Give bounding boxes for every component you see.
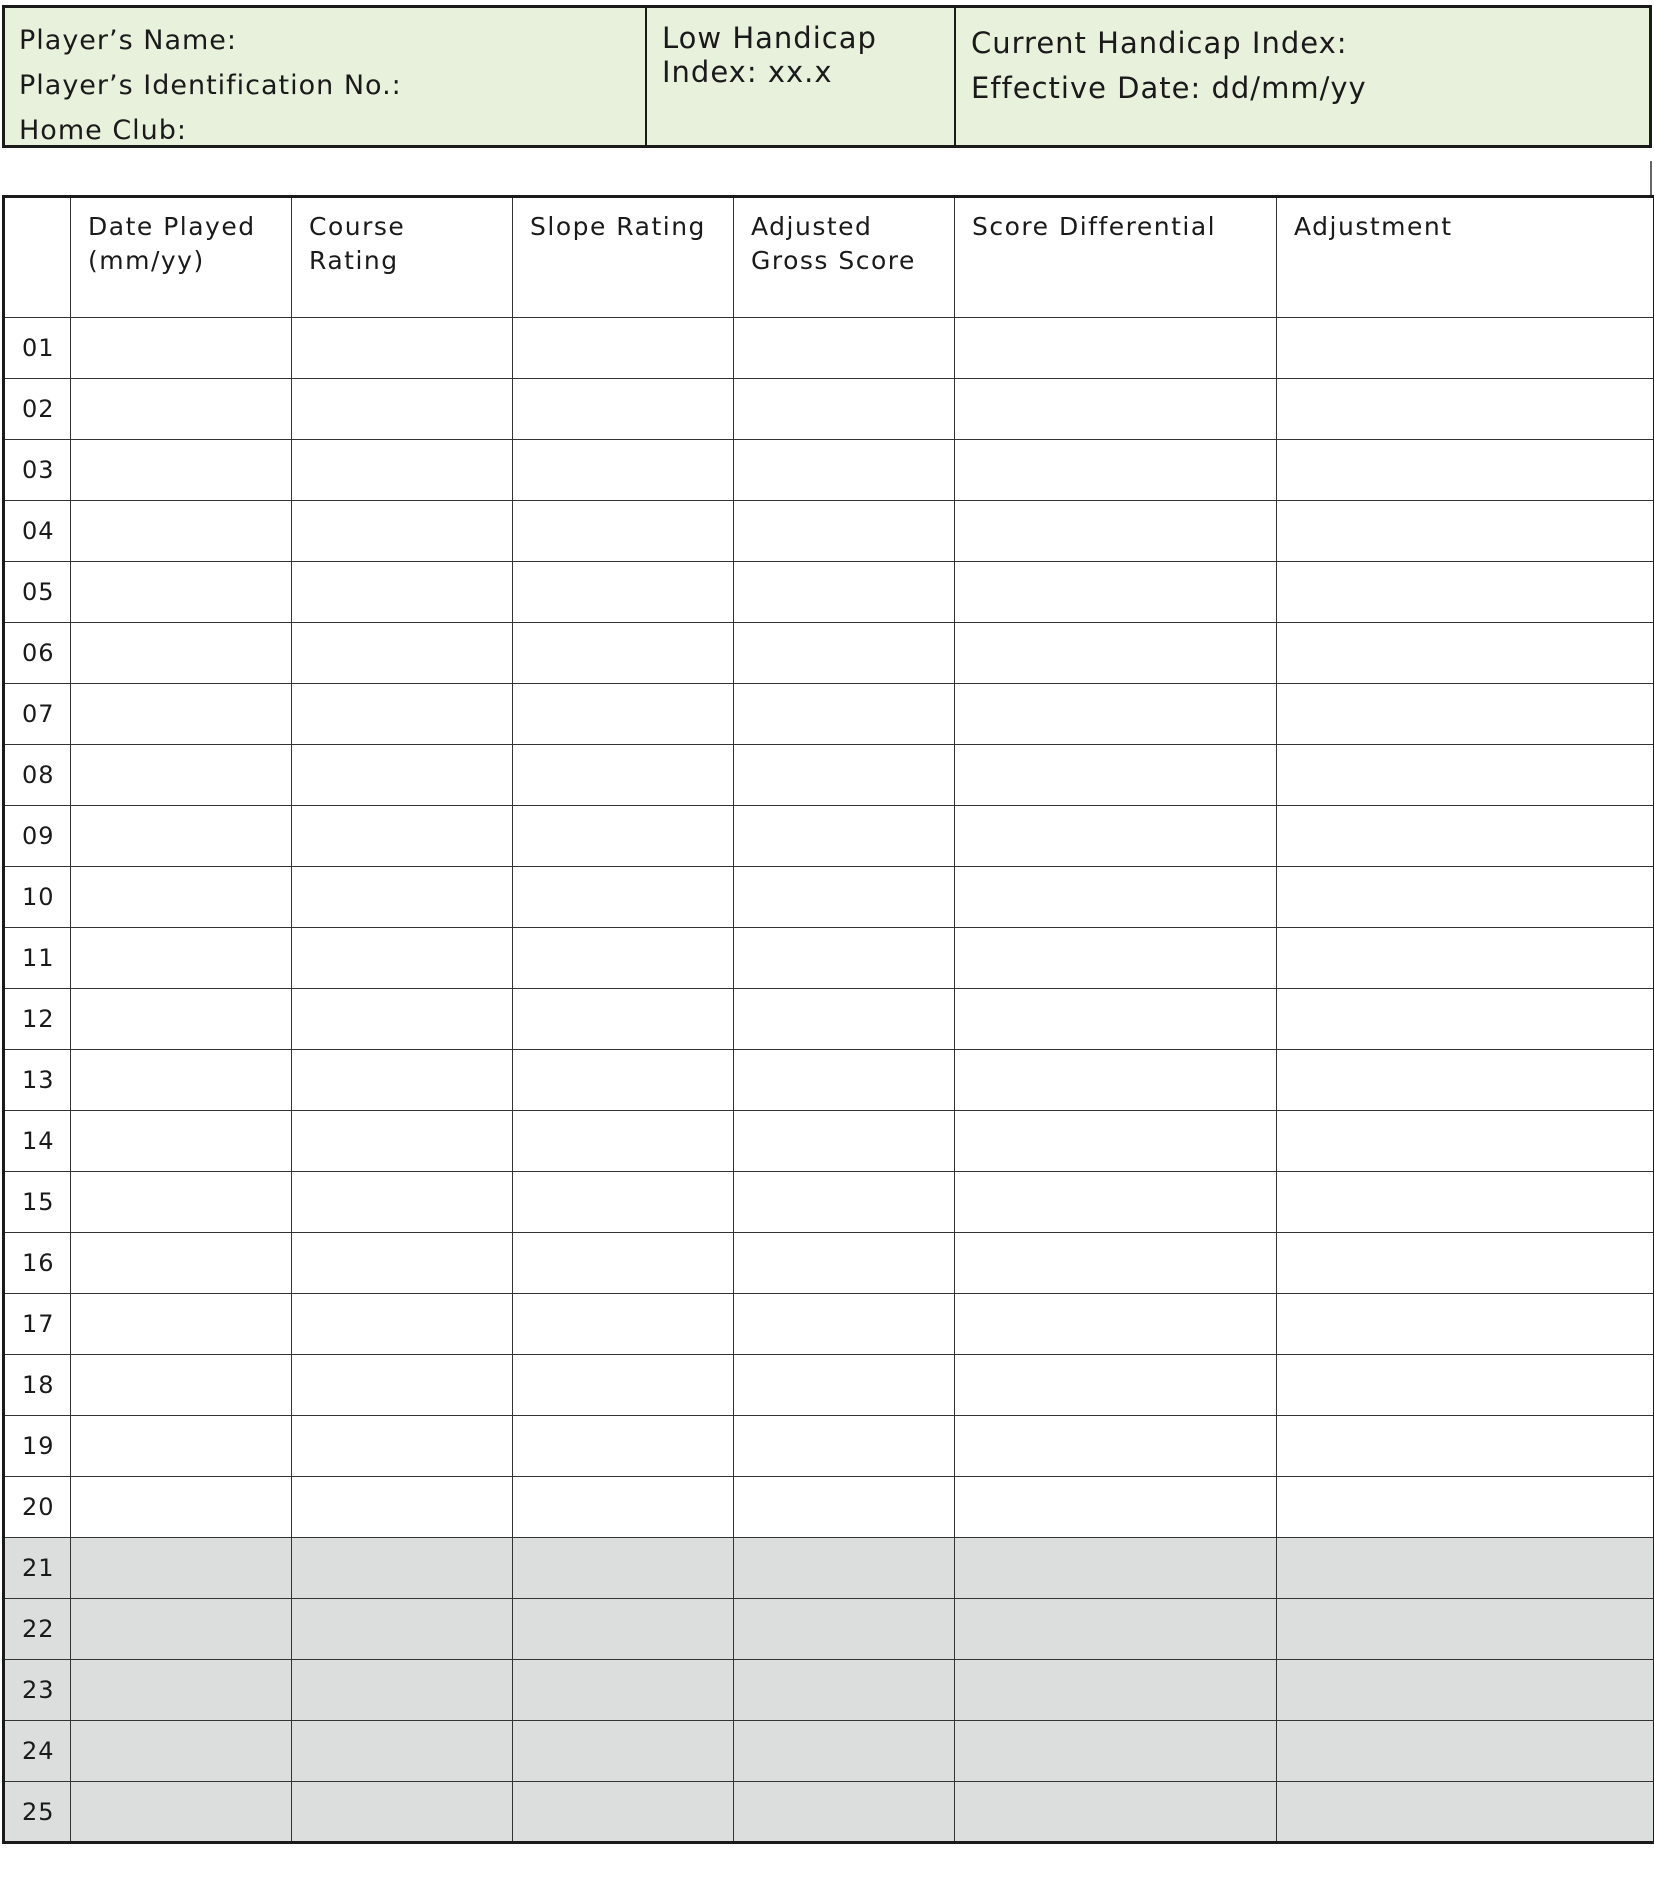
course-rating-cell[interactable] [292,318,513,379]
score-differential-header [955,197,1277,318]
table-header-row [4,197,1654,318]
course-rating-cell[interactable] [292,1477,513,1538]
date-played-cell[interactable] [71,1416,292,1477]
slope-rating-cell[interactable] [513,1477,734,1538]
player-info-header [2,5,1652,148]
adjustment-cell[interactable] [1277,1355,1654,1416]
column-label: Course [309,212,406,241]
player-id-field[interactable]: Player’s Identification No.: [19,70,402,101]
score-differential-cell[interactable] [955,562,1277,623]
course-rating-cell[interactable] [292,1599,513,1660]
table-row [4,1782,1654,1843]
date-played-cell[interactable] [71,318,292,379]
course-rating-cell[interactable] [292,440,513,501]
table-row [4,623,1654,684]
course-rating-cell[interactable] [292,1111,513,1172]
adjusted-gross-score-cell[interactable] [734,1355,955,1416]
course-rating-cell[interactable] [292,1721,513,1782]
adjusted-gross-score-cell[interactable] [734,1050,955,1111]
adjusted-gross-score-cell[interactable] [734,501,955,562]
adjustment-cell[interactable] [1277,501,1654,562]
date-played-cell[interactable] [71,1660,292,1721]
adjustment-cell[interactable] [1277,928,1654,989]
table-row [4,1599,1654,1660]
table-row [4,1172,1654,1233]
row-number: 15 [4,1172,71,1233]
course-rating-cell[interactable] [292,1233,513,1294]
course-rating-cell[interactable] [292,562,513,623]
home-club-field[interactable]: Home Club: [19,115,188,146]
date-played-cell[interactable] [71,501,292,562]
score-differential-cell[interactable] [955,1172,1277,1233]
adjustment-cell[interactable] [1277,1111,1654,1172]
date-played-cell[interactable] [71,1111,292,1172]
adjusted-gross-score-cell[interactable] [734,623,955,684]
course-rating-cell[interactable] [292,745,513,806]
slope-rating-cell[interactable] [513,928,734,989]
adjustment-cell[interactable] [1277,1050,1654,1111]
course-rating-cell[interactable] [292,1416,513,1477]
row-number: 11 [4,928,71,989]
slope-rating-cell[interactable] [513,745,734,806]
date-played-cell[interactable] [71,1599,292,1660]
course-rating-cell[interactable] [292,1172,513,1233]
column-label: Adjusted [751,212,873,241]
score-differential-cell[interactable] [955,989,1277,1050]
column-label: Slope Rating [530,212,706,241]
score-differential-cell[interactable] [955,1416,1277,1477]
low-handicap-index[interactable]: Index: xx.x [662,55,833,89]
adjustment-cell[interactable] [1277,1660,1654,1721]
row-number: 25 [4,1782,71,1843]
course-rating-cell[interactable] [292,1782,513,1843]
slope-rating-cell[interactable] [513,1233,734,1294]
table-row [4,1050,1654,1111]
slope-rating-header [513,197,734,318]
score-differential-cell[interactable] [955,928,1277,989]
score-differential-cell[interactable] [955,1660,1277,1721]
score-differential-cell[interactable] [955,318,1277,379]
course-rating-cell[interactable] [292,928,513,989]
adjusted-gross-score-cell[interactable] [734,1660,955,1721]
date-played-cell[interactable] [71,379,292,440]
slope-rating-cell[interactable] [513,562,734,623]
table-row [4,501,1654,562]
table-row [4,745,1654,806]
row-number: 01 [4,318,71,379]
score-differential-cell[interactable] [955,684,1277,745]
adjusted-gross-score-cell[interactable] [734,1477,955,1538]
table-row [4,867,1654,928]
slope-rating-cell[interactable] [513,684,734,745]
adjusted-gross-score-cell[interactable] [734,562,955,623]
date-played-cell[interactable] [71,1721,292,1782]
course-rating-cell[interactable] [292,1538,513,1599]
adjusted-gross-score-cell[interactable] [734,1721,955,1782]
column-label: Score Differential [972,212,1217,241]
course-rating-header [292,197,513,318]
adjustment-cell[interactable] [1277,562,1654,623]
slope-rating-cell[interactable] [513,501,734,562]
table-row [4,318,1654,379]
player-details-cell [5,8,647,145]
score-differential-cell[interactable] [955,1721,1277,1782]
slope-rating-cell[interactable] [513,318,734,379]
adjustment-cell[interactable] [1277,379,1654,440]
row-number: 17 [4,1294,71,1355]
score-differential-cell[interactable] [955,745,1277,806]
row-number: 13 [4,1050,71,1111]
slope-rating-cell[interactable] [513,440,734,501]
row-number: 20 [4,1477,71,1538]
score-differential-cell[interactable] [955,1111,1277,1172]
adjustment-cell[interactable] [1277,1782,1654,1843]
adjusted-gross-score-cell[interactable] [734,684,955,745]
slope-rating-cell[interactable] [513,989,734,1050]
adjusted-gross-score-cell[interactable] [734,379,955,440]
date-played-cell[interactable] [71,989,292,1050]
adjustment-cell[interactable] [1277,1477,1654,1538]
course-rating-cell[interactable] [292,806,513,867]
score-differential-cell[interactable] [955,867,1277,928]
course-rating-cell[interactable] [292,684,513,745]
score-differential-cell[interactable] [955,1599,1277,1660]
adjustment-header [1277,197,1654,318]
adjusted-gross-score-cell[interactable] [734,440,955,501]
row-number: 06 [4,623,71,684]
slope-rating-cell[interactable] [513,1721,734,1782]
column-label: Date Played [88,212,256,241]
adjustment-cell[interactable] [1277,745,1654,806]
adjustment-cell[interactable] [1277,1538,1654,1599]
row-number: 04 [4,501,71,562]
adjusted-gross-score-cell[interactable] [734,1233,955,1294]
date-played-cell[interactable] [71,1233,292,1294]
slope-rating-cell[interactable] [513,1111,734,1172]
adjusted-gross-score-cell[interactable] [734,1294,955,1355]
date-played-cell[interactable] [71,1355,292,1416]
row-number: 05 [4,562,71,623]
table-row [4,928,1654,989]
date-played-cell[interactable] [71,1172,292,1233]
section-divider [0,161,1652,197]
low-handicap-cell [647,8,956,145]
date-played-cell[interactable] [71,623,292,684]
slope-rating-cell[interactable] [513,1050,734,1111]
slope-rating-cell[interactable] [513,1355,734,1416]
score-differential-cell[interactable] [955,501,1277,562]
row-number: 08 [4,745,71,806]
course-rating-cell[interactable] [292,1294,513,1355]
course-rating-cell[interactable] [292,1050,513,1111]
table-row [4,684,1654,745]
adjustment-cell[interactable] [1277,623,1654,684]
column-label: (mm/yy) [88,246,205,275]
row-number: 10 [4,867,71,928]
column-label: Adjustment [1294,212,1453,241]
table-row [4,1538,1654,1599]
date-played-cell[interactable] [71,867,292,928]
adjustment-cell[interactable] [1277,1294,1654,1355]
date-played-cell[interactable] [71,806,292,867]
course-rating-cell[interactable] [292,501,513,562]
slope-rating-cell[interactable] [513,1660,734,1721]
slope-rating-cell[interactable] [513,1599,734,1660]
slope-rating-cell[interactable] [513,1294,734,1355]
row-number: 14 [4,1111,71,1172]
score-differential-cell[interactable] [955,379,1277,440]
low-handicap-label: Low Handicap [662,21,877,55]
slope-rating-cell[interactable] [513,1538,734,1599]
row-number: 21 [4,1538,71,1599]
table-row [4,379,1654,440]
adjusted-gross-score-cell[interactable] [734,1172,955,1233]
adjusted-gross-score-cell[interactable] [734,928,955,989]
adjustment-cell[interactable] [1277,1172,1654,1233]
score-log-table [2,195,1654,1844]
score-differential-cell[interactable] [955,1233,1277,1294]
table-row [4,1477,1654,1538]
course-rating-cell[interactable] [292,379,513,440]
date-played-cell[interactable] [71,1782,292,1843]
adjustment-cell[interactable] [1277,989,1654,1050]
date-played-cell[interactable] [71,1050,292,1111]
slope-rating-cell[interactable] [513,1172,734,1233]
adjustment-cell[interactable] [1277,318,1654,379]
table-row [4,1294,1654,1355]
adjustment-cell[interactable] [1277,440,1654,501]
score-differential-cell[interactable] [955,806,1277,867]
adjusted-gross-score-header [734,197,955,318]
score-differential-cell[interactable] [955,1050,1277,1111]
slope-rating-cell[interactable] [513,379,734,440]
row-number: 09 [4,806,71,867]
adjusted-gross-score-cell[interactable] [734,806,955,867]
slope-rating-cell[interactable] [513,1782,734,1843]
row-number: 18 [4,1355,71,1416]
date-played-cell[interactable] [71,1294,292,1355]
row-number: 02 [4,379,71,440]
score-differential-cell[interactable] [955,623,1277,684]
row-number: 16 [4,1233,71,1294]
adjusted-gross-score-cell[interactable] [734,1599,955,1660]
score-differential-cell[interactable] [955,1538,1277,1599]
adjustment-cell[interactable] [1277,1599,1654,1660]
adjustment-cell[interactable] [1277,1721,1654,1782]
adjustment-cell[interactable] [1277,806,1654,867]
row-number: 19 [4,1416,71,1477]
score-differential-cell[interactable] [955,1294,1277,1355]
date-played-cell[interactable] [71,928,292,989]
slope-rating-cell[interactable] [513,623,734,684]
column-label: Rating [309,246,399,275]
players-name-field[interactable]: Player’s Name: [19,25,238,56]
table-row [4,562,1654,623]
course-rating-cell[interactable] [292,989,513,1050]
date-played-cell[interactable] [71,745,292,806]
slope-rating-cell[interactable] [513,806,734,867]
date-played-cell[interactable] [71,562,292,623]
course-rating-cell[interactable] [292,867,513,928]
date-played-cell[interactable] [71,440,292,501]
table-row [4,1660,1654,1721]
date-played-cell[interactable] [71,1538,292,1599]
adjusted-gross-score-cell[interactable] [734,1111,955,1172]
table-row [4,989,1654,1050]
table-row [4,440,1654,501]
row-number-header [4,197,71,318]
effective-date-field[interactable]: Effective Date: dd/mm/yy [971,71,1367,105]
column-label: Gross Score [751,246,916,275]
table-row [4,1416,1654,1477]
row-number: 23 [4,1660,71,1721]
course-rating-cell[interactable] [292,623,513,684]
slope-rating-cell[interactable] [513,867,734,928]
score-differential-cell[interactable] [955,1355,1277,1416]
adjusted-gross-score-cell[interactable] [734,867,955,928]
table-row [4,1355,1654,1416]
current-index-cell [956,8,1649,145]
course-rating-cell[interactable] [292,1355,513,1416]
table-row [4,1111,1654,1172]
row-number: 22 [4,1599,71,1660]
adjusted-gross-score-cell[interactable] [734,989,955,1050]
adjusted-gross-score-cell[interactable] [734,1416,955,1477]
adjusted-gross-score-cell[interactable] [734,1782,955,1843]
score-differential-cell[interactable] [955,1477,1277,1538]
table-row [4,1721,1654,1782]
adjusted-gross-score-cell[interactable] [734,318,955,379]
date-played-cell[interactable] [71,684,292,745]
row-number: 07 [4,684,71,745]
current-handicap-index-field[interactable]: Current Handicap Index: [971,26,1348,60]
adjusted-gross-score-cell[interactable] [734,1538,955,1599]
table-row [4,806,1654,867]
adjustment-cell[interactable] [1277,1416,1654,1477]
course-rating-cell[interactable] [292,1660,513,1721]
score-differential-cell[interactable] [955,1782,1277,1843]
slope-rating-cell[interactable] [513,1416,734,1477]
row-number: 24 [4,1721,71,1782]
date-played-header [71,197,292,318]
adjustment-cell[interactable] [1277,867,1654,928]
table-row [4,1233,1654,1294]
adjustment-cell[interactable] [1277,684,1654,745]
date-played-cell[interactable] [71,1477,292,1538]
row-number: 12 [4,989,71,1050]
adjustment-cell[interactable] [1277,1233,1654,1294]
adjusted-gross-score-cell[interactable] [734,745,955,806]
row-number: 03 [4,440,71,501]
score-differential-cell[interactable] [955,440,1277,501]
